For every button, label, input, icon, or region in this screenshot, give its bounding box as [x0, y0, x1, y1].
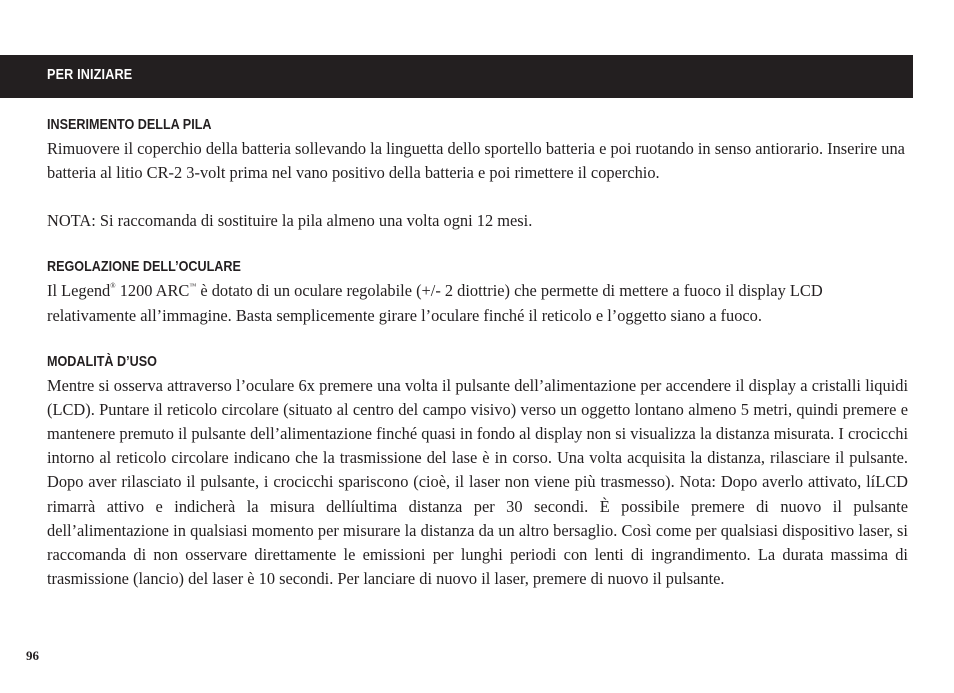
section-header-band [0, 55, 913, 98]
eyepiece-paragraph [47, 279, 908, 327]
registered-mark: ® [110, 282, 116, 291]
battery-paragraph: Rimuovere il coperchio della batteria sollevando la linguetta dello sportello batteria e poi ruotando in senso antiorario. Inserire una batteria al litio CR-2 3-volt prima nel vano positivo della batteria e poi rimettere il coperchio. [47, 139, 905, 183]
usage-heading: MODALITÀ D’USO [47, 352, 157, 370]
eyepiece-text-part1: Il Legend [47, 281, 111, 301]
eyepiece-text-part3: è dotato di un oculare regolabile (+/- 2 diottrie) che permette di mettere a fuoco il display LCD relativamente all’immagine. Basta semplicemente girare l’oculare finché il reticolo e l’oggetto siano a fuoco. [47, 281, 823, 325]
eyepiece-text-part2: 1200 ARC [115, 281, 190, 301]
page-content [47, 113, 908, 591]
usage-paragraph: Mentre si osserva attraverso l’oculare 6x premere una volta il pulsante dell’alimentazione per accendere il display a cristalli liquidi (LCD). Puntare il reticolo circolare (situato al centro del campo visivo) verso un oggetto lontano almeno 5 metri, quindi premere e mantenere premuto il pulsante dell’alimentazione finché quasi in fondo al display non si visualizza la distanza misurata. I crocicchi intorno al reticolo circolare indicano che la trasmissione del lase è in corso. Una volta acquisita la distanza, rilasciare il pulsante. Dopo aver rilasciato il pulsante, i crocicchi spariscono (cioè, il laser non viene più trasmesso). Nota: Dopo averlo attivato, líLCD rimarrà attivo e indicherà la misura dellíultima distanza per 30 secondi. È possibile premere di nuovo il pulsante dell’alimentazione in qualsiasi momento per misurare la distanza da un altro bersaglio. Così come per qualsiasi dispositivo laser, si raccomanda di non osservare direttamente le emissioni per lunghi periodi con lenti di ingrandimento. La durata massima di trasmissione (lancio) del laser è 10 secondi. Per lanciare di nuovo il laser, premere di nuovo il pulsante. [47, 375, 908, 589]
eyepiece-heading: REGOLAZIONE DELL’OCULARE [47, 258, 241, 276]
battery-note: NOTA: Si raccomanda di sostituire la pila almeno una volta ogni 12 mesi. [47, 211, 533, 231]
section-title: PER INIZIARE [47, 66, 133, 83]
battery-heading: INSERIMENTO DELLA PILA [47, 116, 212, 133]
trademark-mark: ™ [189, 282, 197, 291]
page-number: 96 [26, 648, 39, 663]
